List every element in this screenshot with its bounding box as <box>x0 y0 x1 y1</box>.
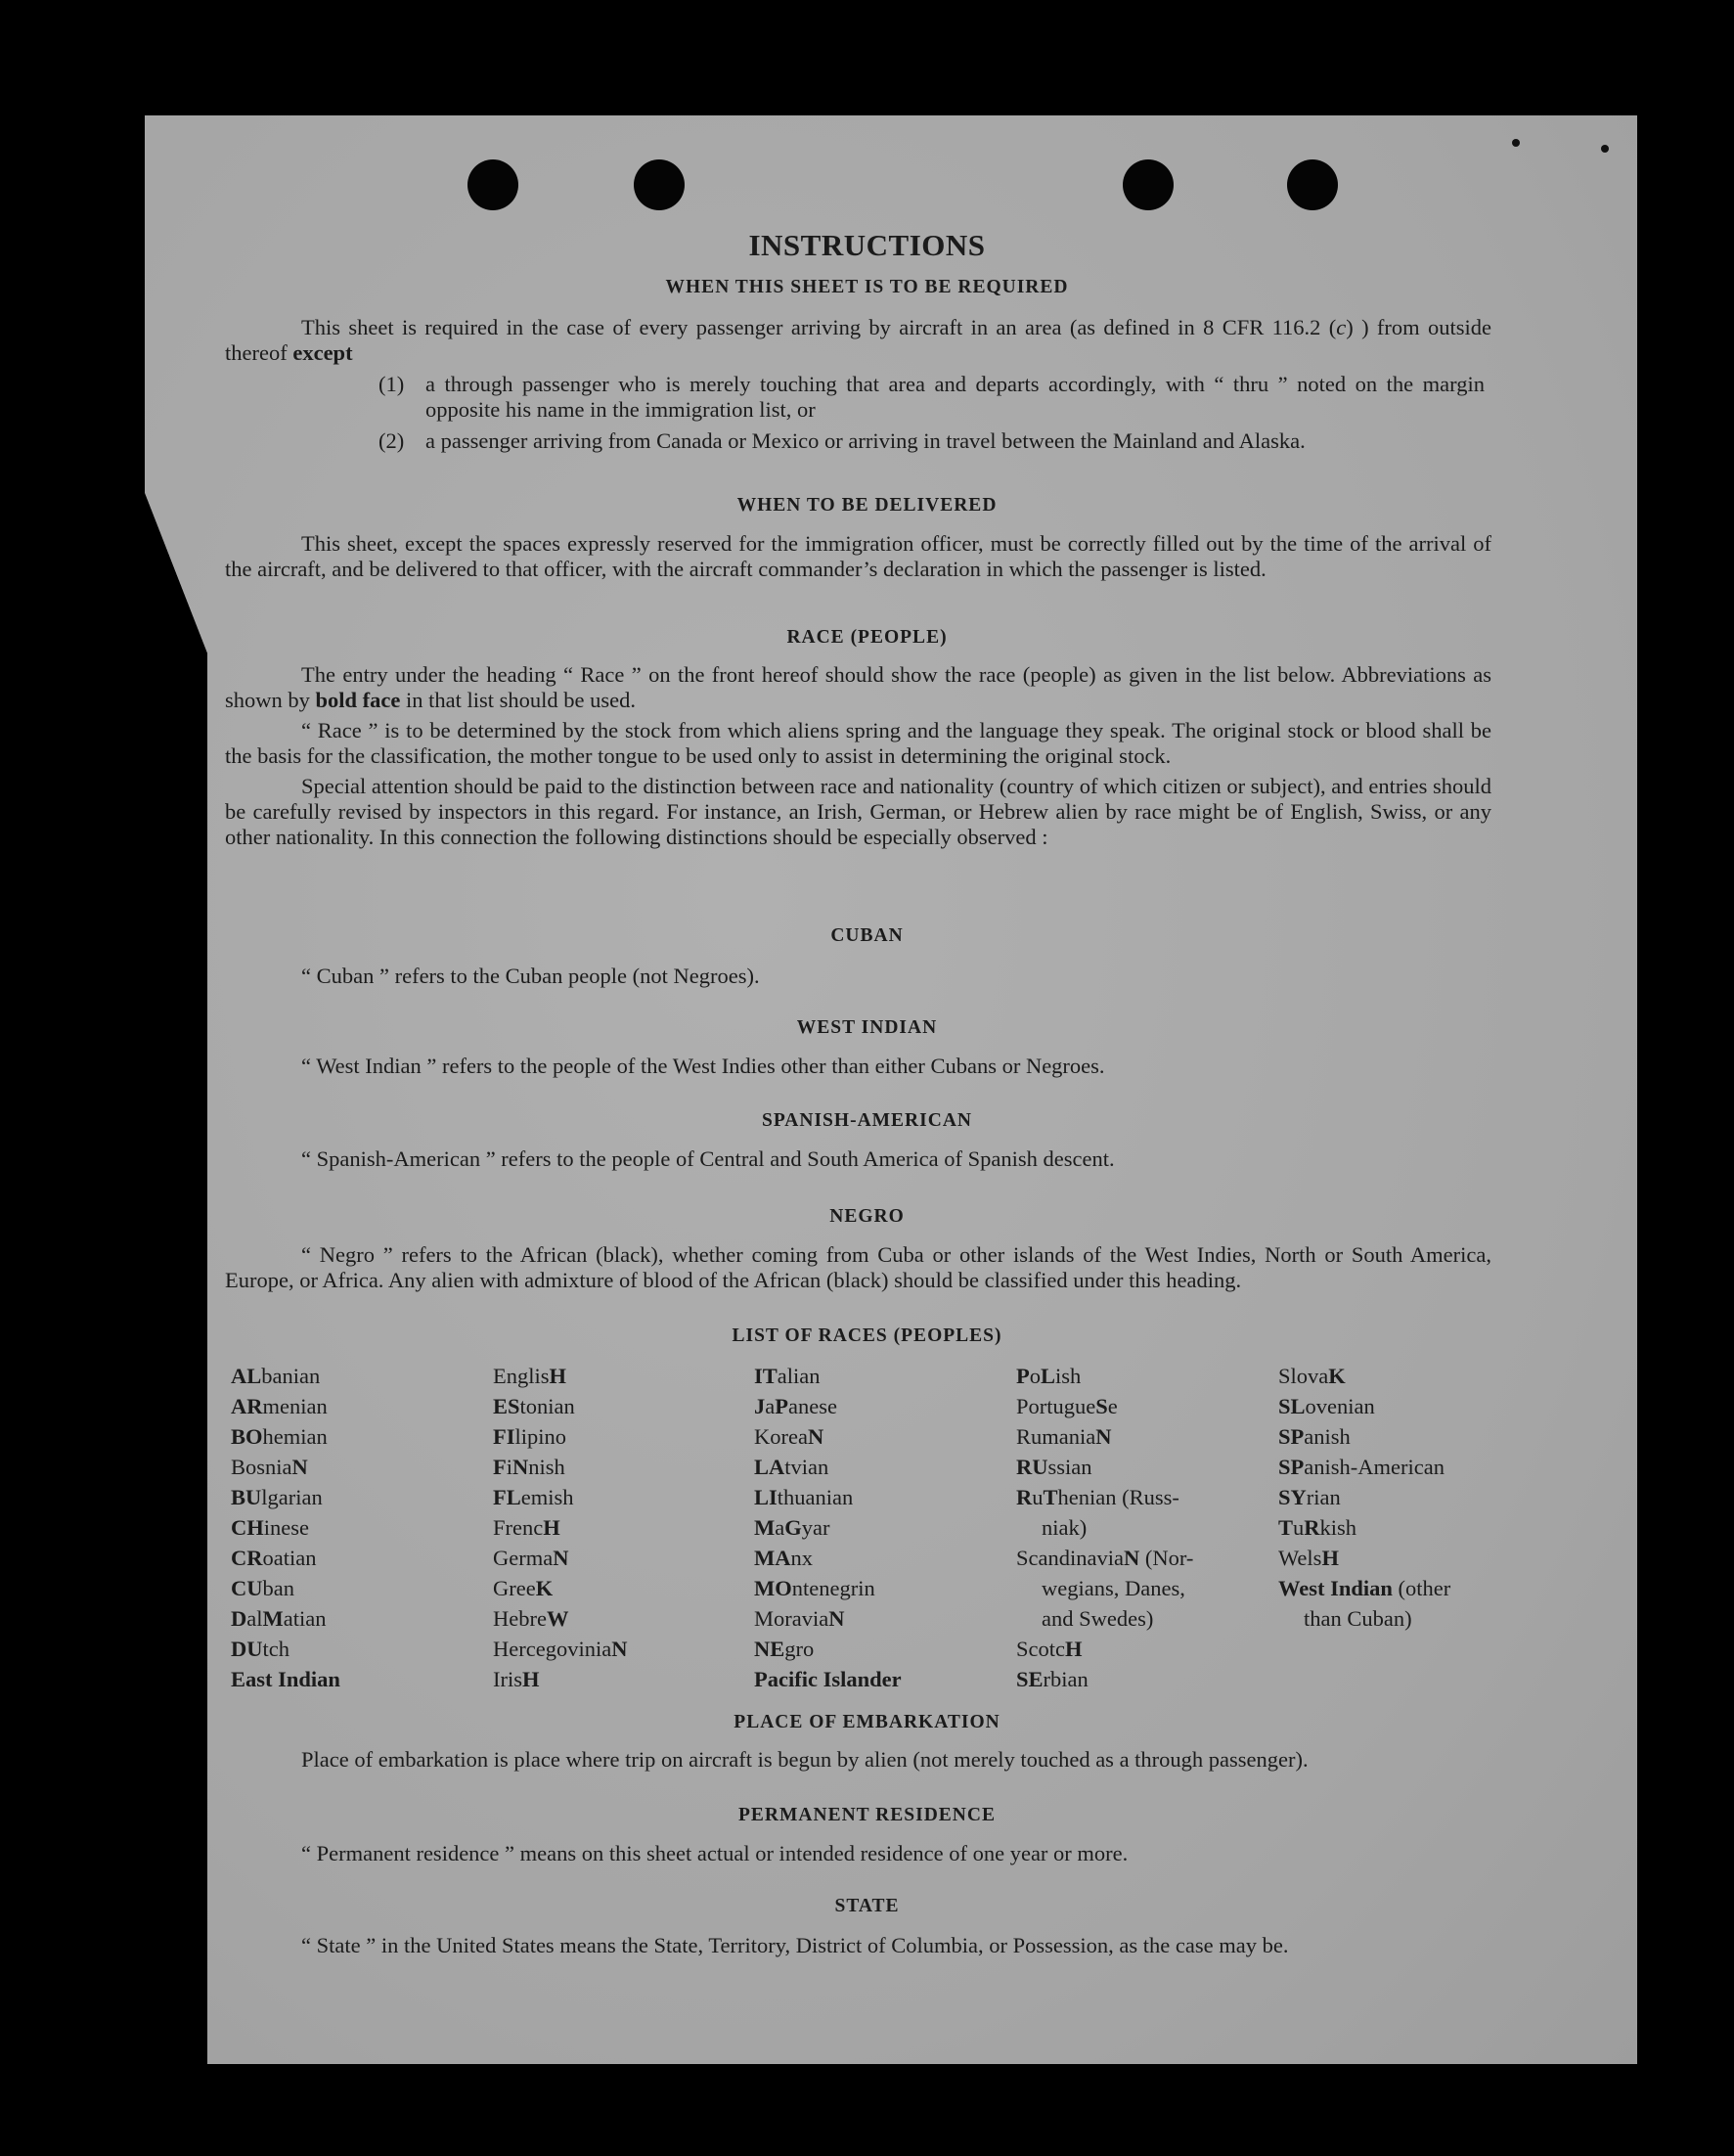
race-abbrev: R <box>1304 1515 1320 1540</box>
race-entry <box>1016 1452 1193 1482</box>
race-text: Moravia <box>754 1606 829 1631</box>
race-paragraph-3: Special attention should be paid to the distinction between race and nationality (country of which citizen or subject), and entries should be carefully revised by inspectors in this regard. For instance, an Irish, German, or Hebrew alien by race might be of English, Swiss, or any other nationality. In this connection the following distinctions should be especially observed : <box>225 774 1491 849</box>
race-entry <box>493 1664 627 1694</box>
race-entry <box>754 1603 902 1634</box>
race-paragraph-1 <box>225 662 1491 713</box>
race-entry <box>493 1482 627 1512</box>
race-abbrev: G <box>784 1515 802 1540</box>
race-entry <box>231 1421 340 1452</box>
race-entry <box>493 1512 627 1543</box>
race-entry <box>1278 1543 1450 1573</box>
race-text: tch <box>262 1637 289 1661</box>
race-entry <box>1016 1543 1193 1573</box>
race-text: ovenian <box>1305 1394 1375 1418</box>
race-entry <box>231 1664 340 1694</box>
race-paragraph-2: “ Race ” is to be determined by the stock from which aliens spring and the language they speak. The original stock or blood shall be the basis for the classification, the mother tongue to be used only to assist in determining the original stock. <box>225 718 1491 768</box>
race-abbrev: H <box>543 1515 560 1540</box>
item-text: a passenger arriving from Canada or Mexico or arriving in travel between the Mainland and Alaska. <box>425 428 1306 453</box>
race-text: ban <box>262 1576 294 1600</box>
race-entry <box>1278 1391 1450 1421</box>
race-entry <box>1016 1603 1193 1634</box>
race-text: tvian <box>784 1455 829 1479</box>
race-entry <box>754 1543 902 1573</box>
paragraph <box>225 1747 1491 1773</box>
race-text: ssian <box>1047 1455 1092 1479</box>
race-text: Rumania <box>1016 1424 1096 1449</box>
race-abbrev: SE <box>1016 1667 1044 1691</box>
race-text: gro <box>784 1637 815 1661</box>
race-entry <box>231 1482 340 1512</box>
race-abbrev: S <box>1095 1394 1108 1418</box>
race-entry <box>1016 1421 1193 1452</box>
punch-hole <box>467 159 518 210</box>
race-text: niak) <box>1042 1515 1088 1540</box>
race-entry <box>231 1512 340 1543</box>
residence-text: “ Permanent residence ” means on this sheet actual or intended residence of one year or more. <box>301 1841 1129 1865</box>
race-entry <box>231 1391 340 1421</box>
race-abbrev: West Indian <box>1278 1576 1393 1600</box>
race-abbrev: N <box>807 1424 824 1449</box>
race-entry <box>231 1543 340 1573</box>
paragraph <box>225 964 1491 989</box>
race-entry <box>493 1391 627 1421</box>
race-entry <box>493 1634 627 1664</box>
race-entry <box>231 1634 340 1664</box>
race-entry <box>754 1664 902 1694</box>
race-entry <box>1016 1361 1193 1391</box>
race-abbrev: DU <box>231 1637 263 1661</box>
race-column <box>493 1361 627 1694</box>
section-heading: NEGRO <box>829 1206 905 1227</box>
race-column <box>231 1361 340 1694</box>
intro-except: except <box>292 340 353 365</box>
bold-face-text: bold face <box>315 688 401 712</box>
race-abbrev: IT <box>754 1364 778 1388</box>
race-text: yar <box>801 1515 830 1540</box>
race-text: a <box>775 1515 785 1540</box>
race-text: anish-American <box>1304 1455 1445 1479</box>
race-text: ish <box>1055 1364 1082 1388</box>
race-text: rbian <box>1043 1667 1089 1691</box>
paragraph <box>225 531 1491 582</box>
race-text: Bosnia <box>231 1455 292 1479</box>
race-text: a <box>765 1394 776 1418</box>
race-text: u <box>1293 1515 1305 1540</box>
embarkation-text: Place of embarkation is place where trip on aircraft is begun by alien (not merely touched as a through passenger). <box>301 1747 1309 1772</box>
race-abbrev: F <box>493 1455 507 1479</box>
race-text: wegians, Danes, <box>1042 1576 1185 1600</box>
race-entry <box>1016 1634 1193 1664</box>
race-abbrev: H <box>522 1667 540 1691</box>
race-abbrev: SY <box>1278 1485 1307 1509</box>
section-heading: PLACE OF EMBARKATION <box>734 1712 1000 1732</box>
race-abbrev: SP <box>1278 1424 1305 1449</box>
west-indian-text: “ West Indian ” refers to the people of the West Indies other than either Cubans or Negroes. <box>301 1054 1105 1078</box>
race-abbrev: J <box>754 1394 766 1418</box>
race-text: Iris <box>493 1667 522 1691</box>
race-text: e <box>1107 1394 1118 1418</box>
race-abbrev: N <box>512 1455 529 1479</box>
race-text: oatian <box>262 1546 317 1570</box>
intro-paragraph <box>225 315 1491 366</box>
punch-hole <box>1123 159 1174 210</box>
race-abbrev: East Indian <box>231 1667 340 1691</box>
race-abbrev: H <box>1321 1546 1339 1570</box>
section-heading: SPANISH-AMERICAN <box>762 1110 972 1131</box>
delivered-text: This sheet, except the spaces expressly reserved for the immigration officer, must be correctly filled out by the time of the arrival of the aircraft, and be delivered to that officer, with the aircraft commander’s declaration in which the passenger is listed. <box>225 531 1491 581</box>
race-text: Portugue <box>1016 1394 1096 1418</box>
state-text: “ State ” in the United States means the State, Territory, District of Columbia, or Possession, as the case may be. <box>301 1933 1289 1957</box>
race-entry <box>493 1573 627 1603</box>
race-text: banian <box>261 1364 321 1388</box>
race-entry <box>1016 1482 1193 1512</box>
race-entry <box>1278 1421 1450 1452</box>
race-text: emish <box>520 1485 574 1509</box>
race-entry <box>493 1603 627 1634</box>
punch-hole <box>1287 159 1338 210</box>
section-heading: WHEN TO BE DELIVERED <box>736 495 998 516</box>
race-entry <box>493 1543 627 1573</box>
race-column <box>754 1361 902 1694</box>
race-abbrev: N <box>291 1455 308 1479</box>
race-text: (other <box>1392 1576 1451 1600</box>
race-abbrev: R <box>1016 1485 1033 1509</box>
race-text: (Nor- <box>1139 1546 1194 1570</box>
race-text: thuanian <box>777 1485 854 1509</box>
race-text-b: in that list should be used. <box>400 688 637 712</box>
race-text: lipino <box>514 1424 567 1449</box>
race-abbrev: LI <box>754 1485 778 1509</box>
race-entry <box>754 1452 902 1482</box>
race-abbrev: N <box>1123 1546 1140 1570</box>
race-text: Germa <box>493 1546 554 1570</box>
race-text: al <box>246 1606 263 1631</box>
speck-mark <box>1601 145 1609 153</box>
speck-mark <box>1512 139 1520 147</box>
paragraph <box>225 662 1491 850</box>
race-entry <box>1278 1512 1450 1543</box>
race-abbrev: ES <box>493 1394 520 1418</box>
race-entry <box>754 1512 902 1543</box>
race-entry <box>754 1421 902 1452</box>
race-abbrev: CH <box>231 1515 264 1540</box>
paragraph <box>225 1054 1491 1079</box>
race-abbrev: D <box>231 1606 247 1631</box>
page-title: INSTRUCTIONS <box>748 228 986 262</box>
race-text: anish <box>1304 1424 1351 1449</box>
paragraph <box>225 1242 1491 1293</box>
race-abbrev: N <box>611 1637 628 1661</box>
item-number: (1) <box>378 372 405 396</box>
section-heading: WHEN THIS SHEET IS TO BE REQUIRED <box>665 277 1069 297</box>
race-text: anese <box>788 1394 837 1418</box>
race-entry <box>1016 1573 1193 1603</box>
section-heading: CUBAN <box>830 925 904 946</box>
paragraph <box>225 1841 1491 1866</box>
race-abbrev: P <box>775 1394 788 1418</box>
race-text: Scotc <box>1016 1637 1065 1661</box>
race-text: Korea <box>754 1424 808 1449</box>
race-abbrev: FI <box>493 1424 515 1449</box>
race-text: hemian <box>262 1424 328 1449</box>
race-text: Slova <box>1278 1364 1329 1388</box>
race-text: tonian <box>519 1394 575 1418</box>
race-abbrev: P <box>1016 1364 1030 1388</box>
paragraph <box>225 315 1491 366</box>
race-abbrev: H <box>549 1364 567 1388</box>
negro-text: “ Negro ” refers to the African (black), whether coming from Cuba or other islands of the West Indies, North or South America, Europe, or Africa. Any alien with admixture of blood of the African (black) should be classified under this heading. <box>225 1242 1491 1292</box>
race-entry <box>1278 1573 1450 1603</box>
race-entry <box>1016 1391 1193 1421</box>
paragraph <box>225 1146 1491 1172</box>
race-abbrev: NE <box>754 1637 785 1661</box>
race-text: alian <box>777 1364 821 1388</box>
race-text: nish <box>528 1455 565 1479</box>
section-heading: WEST INDIAN <box>796 1017 938 1038</box>
race-abbrev: M <box>754 1515 776 1540</box>
race-entry <box>231 1603 340 1634</box>
race-column <box>1016 1361 1193 1694</box>
section-heading: LIST OF RACES (PEOPLES) <box>732 1325 1002 1346</box>
race-entry <box>754 1361 902 1391</box>
spanish-american-text: “ Spanish-American ” refers to the people of Central and South America of Spanish descent. <box>301 1146 1115 1171</box>
race-entry <box>231 1452 340 1482</box>
race-abbrev: MO <box>754 1576 792 1600</box>
paragraph <box>225 1933 1491 1958</box>
race-entry <box>231 1573 340 1603</box>
race-column <box>1278 1361 1450 1634</box>
race-abbrev: K <box>1328 1364 1346 1388</box>
race-text: atian <box>283 1606 327 1631</box>
race-text: o <box>1029 1364 1041 1388</box>
race-abbrev: N <box>553 1546 569 1570</box>
race-text: Hercegovinia <box>493 1637 612 1661</box>
race-text: menian <box>262 1394 328 1418</box>
race-abbrev: L <box>1041 1364 1056 1388</box>
race-abbrev: LA <box>754 1455 785 1479</box>
race-text: i <box>506 1455 513 1479</box>
race-text: ntenegrin <box>791 1576 875 1600</box>
race-text: Wels <box>1278 1546 1322 1570</box>
race-abbrev: SL <box>1278 1394 1306 1418</box>
section-heading: PERMANENT RESIDENCE <box>738 1805 996 1825</box>
race-text: than Cuban) <box>1304 1606 1412 1631</box>
race-abbrev: AL <box>231 1364 262 1388</box>
race-entry <box>754 1482 902 1512</box>
race-abbrev: SP <box>1278 1455 1305 1479</box>
race-text: kish <box>1319 1515 1357 1540</box>
race-abbrev: CR <box>231 1546 263 1570</box>
race-text: The entry under the heading “ Race ” on the front hereof should show the race (people) as given in the list below. Abbreviations as shown by <box>225 662 1491 712</box>
race-entry <box>1278 1603 1450 1634</box>
intro-c: c <box>1336 315 1347 339</box>
race-abbrev: FL <box>493 1485 521 1509</box>
race-entry <box>493 1361 627 1391</box>
cuban-text: “ Cuban ” refers to the Cuban people (not Negroes). <box>301 964 760 988</box>
race-entry <box>1278 1361 1450 1391</box>
race-text: inese <box>263 1515 309 1540</box>
race-abbrev: N <box>828 1606 845 1631</box>
race-text: henian (Russ- <box>1057 1485 1179 1509</box>
intro-text-b: ) ) from outside thereof <box>225 315 1491 365</box>
race-abbrev: Pacific Islander <box>754 1667 902 1691</box>
race-text: Frenc <box>493 1515 544 1540</box>
race-entry <box>754 1573 902 1603</box>
race-abbrev: T <box>1278 1515 1294 1540</box>
race-text: nx <box>790 1546 813 1570</box>
race-text: rian <box>1306 1485 1341 1509</box>
item-text: a through passenger who is merely touching that area and departs accordingly, with “ thru ” noted on the margin opposite his name in the immigration list, or <box>425 372 1485 422</box>
race-abbrev: K <box>535 1576 554 1600</box>
race-abbrev: BU <box>231 1485 262 1509</box>
race-abbrev: T <box>1043 1485 1058 1509</box>
race-entry <box>754 1391 902 1421</box>
race-text: Gree <box>493 1576 536 1600</box>
race-entry <box>1278 1452 1450 1482</box>
race-text: u <box>1032 1485 1044 1509</box>
race-entry <box>493 1421 627 1452</box>
race-text: lgarian <box>261 1485 323 1509</box>
race-entry <box>1278 1482 1450 1512</box>
race-entry <box>1016 1664 1193 1694</box>
section-heading: STATE <box>834 1896 900 1916</box>
section-heading: RACE (PEOPLE) <box>786 627 948 648</box>
race-abbrev: CU <box>231 1576 263 1600</box>
race-abbrev: BO <box>231 1424 263 1449</box>
race-abbrev: RU <box>1016 1455 1048 1479</box>
race-text: Hebre <box>493 1606 547 1631</box>
race-abbrev: N <box>1095 1424 1112 1449</box>
race-entry <box>231 1361 340 1391</box>
race-entry <box>1016 1512 1193 1543</box>
race-abbrev: AR <box>231 1394 263 1418</box>
punch-hole <box>634 159 685 210</box>
race-text: Englis <box>493 1364 550 1388</box>
race-abbrev: H <box>1065 1637 1083 1661</box>
race-entry <box>493 1452 627 1482</box>
item-number: (2) <box>378 428 405 453</box>
race-text: and Swedes) <box>1042 1606 1154 1631</box>
race-entry <box>754 1634 902 1664</box>
race-text: Scandinavia <box>1016 1546 1124 1570</box>
intro-text: This sheet is required in the case of every passenger arriving by aircraft in an area (as defined in 8 CFR 116.2 ( <box>301 315 1337 339</box>
race-abbrev: MA <box>754 1546 791 1570</box>
race-abbrev: M <box>262 1606 284 1631</box>
race-abbrev: W <box>546 1606 569 1631</box>
